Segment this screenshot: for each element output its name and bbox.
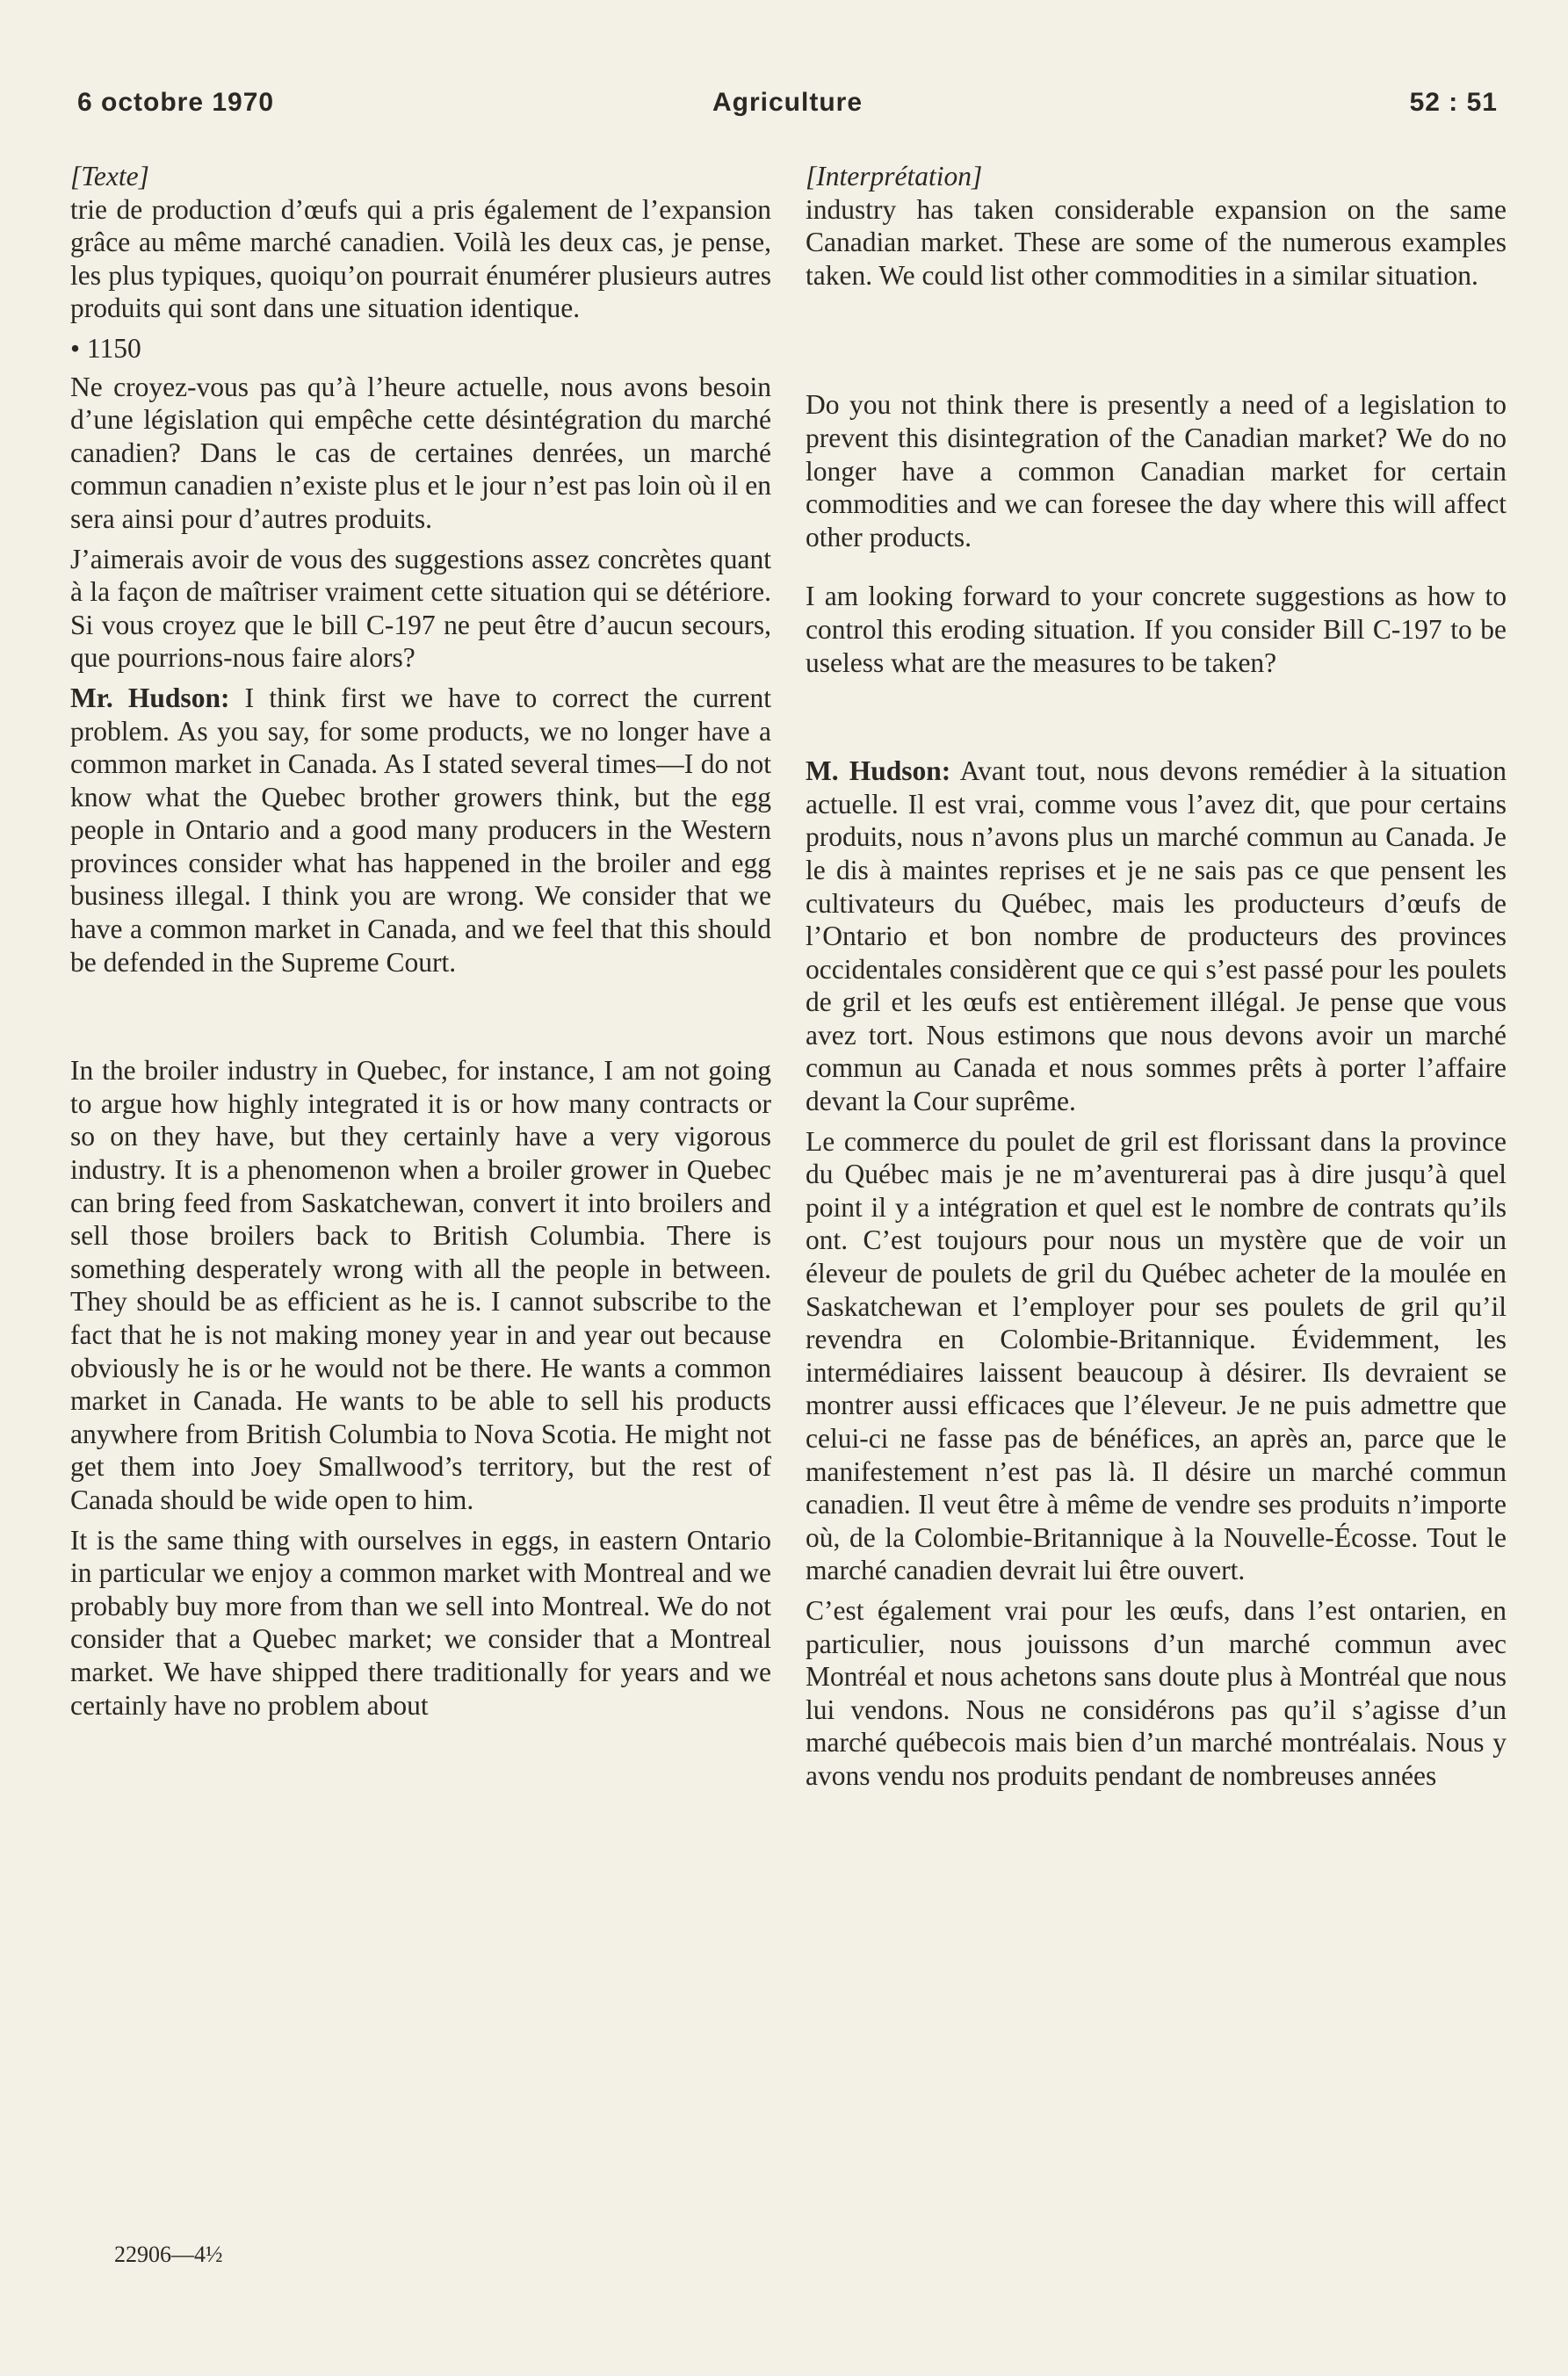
left-paragraph-3: J’aimerais avoir de vous des suggestions assez concrètes quant à la façon de maîtriser vraiment cette situation qui se détériore. Si vous croyez que le bill C-197 ne peut être d’aucun secours, que pourrions-nous faire alors? xyxy=(70,543,771,674)
time-marker: • 1150 xyxy=(70,332,141,364)
footer-print-code: 22906—4½ xyxy=(114,2242,223,2267)
left-section-label: [Texte] xyxy=(70,161,149,191)
left-paragraph-1: trie de production d’œufs qui a pris également de l’expansion grâce au même marché canadien. Voilà les deux cas, je pense, les plus typiques, quoiqu’on pourrait énumérer plusieurs autres produits qui sont dans une situation identique. xyxy=(70,193,771,324)
right-paragraph-5: Le commerce du poulet de gril est florissant dans la province du Québec mais je ne m’aventurerai pas à dire jusqu’à quel point il y a intégration et quel est le nombre de contrats qu’ils ont. C’est toujours pour nous un mystère que de voir un éleveur de poulets de gril du Québec acheter de la moulée en Saskatchewan et l’employer pour ses poulets de gril qu’il revendra en Colombie-Britannique. Évidemment, les intermédiaires laissent beaucoup à désirer. Ils devraient se montrer aussi efficaces que l’éleveur. Je ne puis admettre que celui-ci ne fasse pas de bénéfices, an après an, parce que le manifestement n’est pas là. Il désire un marché commun canadien. Il veut être à même de vendre ses produits n’importe où, de la Colombie-Britannique à la Nouvelle-Écosse. Tout le marché canadien devrait lui être ouvert. xyxy=(806,1125,1507,1586)
left-paragraph-4-text: I think first we have to correct the current problem. As you say, for some products, we no longer have a common market in Canada. As I stated several times—I do not know what the Quebec brother growers think, but the egg people in Ontario and a good many producers in the Western provinces consider what has happened in the broiler and egg business illegal. I think you are wrong. We consider that we have a common market in Canada, and we feel that this should be defended in the Supreme Court. xyxy=(70,682,771,978)
right-paragraph-4 xyxy=(806,755,1507,1118)
page-header xyxy=(77,88,1498,132)
header-date: 6 octobre 1970 xyxy=(77,88,275,117)
right-speaker-name: M. Hudson: xyxy=(806,755,951,787)
right-paragraph-1: industry has taken considerable expansion on the same Canadian market. These are some of the numerous examples taken. We could list other commodities in a similar situation. xyxy=(806,193,1507,291)
right-paragraph-6: C’est également vrai pour les œufs, dans l’est ontarien, en particulier, nous jouissons d’un marché commun avec Montréal et nous achetons sans doute plus à Montréal que nous lui vendons. Nous ne considérons pas qu’il s’agisse d’un marché québecois mais bien d’un marché montréalais. Nous y avons vendu nos produits pendant de nombreuses années xyxy=(806,1594,1507,1791)
header-title: Agriculture xyxy=(712,88,863,117)
left-paragraph-4 xyxy=(70,682,771,979)
left-speaker-name: Mr. Hudson: xyxy=(70,682,230,713)
right-column-interpretation xyxy=(806,160,1507,1793)
left-paragraph-6: It is the same thing with ourselves in eggs, in eastern Ontario in particular we enjoy a common market with Montreal and we probably buy more from than we sell into Montreal. We do not consider that a Quebec market; we consider that a Montreal market. We have shipped there traditionally for years and we certainly have no problem about xyxy=(70,1524,771,1721)
left-column-french-english xyxy=(70,160,771,1722)
left-paragraph-5: In the broiler industry in Quebec, for instance, I am not going to argue how highly integrated it is or how many contracts or so on they have, but they certainly have a very vigorous industry. It is a phenomenon when a broiler grower in Quebec can bring feed from Saskatchewan, convert it into broilers and sell those broilers back to British Columbia. There is something desperately wrong with all the people in between. They should be as efficient as he is. I cannot subscribe to the fact that he is not making money year in and year out because obviously he is or he would not be there. He wants a common market in Canada. He wants to be able to sell his products anywhere from British Columbia to Nova Scotia. He might not get them into Joey Smallwood’s territory, but the rest of Canada should be wide open to him. xyxy=(70,1055,771,1515)
header-page-number: 52 : 51 xyxy=(1409,88,1498,117)
right-paragraph-3: I am looking forward to your concrete suggestions as how to control this eroding situation. If you consider Bill C-197 to be useless what are the measures to be taken? xyxy=(806,581,1507,678)
right-paragraph-4-text: Avant tout, nous devons remédier à la situation actuelle. Il est vrai, comme vous l’avez dit, que pour certains produits, nous n’avons plus un marché commun au Canada. Je le dis à maintes reprises et je ne sais pas ce que pensent les cultivateurs du Québec, mais les producteurs d’œufs de l’Ontario et bon nombre de producteurs des provinces occidentales considèrent que ce qui s’est passé pour les poulets de gril et les œufs est entièrement illégal. Je pense que vous avez tort. Nous estimons que nous devons avoir un marché commun au Canada et nous sommes prêts à porter l’affaire devant la Cour suprême. xyxy=(806,755,1507,1117)
right-section-label: [Interprétation] xyxy=(806,161,983,191)
right-paragraph-2: Do you not think there is presently a need of a legislation to prevent this disintegration of the Canadian market? We do no longer have a common Canadian market for certain commodities and we can foresee the day where this will affect other products. xyxy=(806,389,1507,552)
left-paragraph-2: Ne croyez-vous pas qu’à l’heure actuelle, nous avons besoin d’une législation qui empêche cette désintégration du marché canadien? Dans le cas de certaines denrées, un marché commun canadien n’existe plus et le jour n’est pas loin où il en sera ainsi pour d’autres produits. xyxy=(70,371,771,534)
